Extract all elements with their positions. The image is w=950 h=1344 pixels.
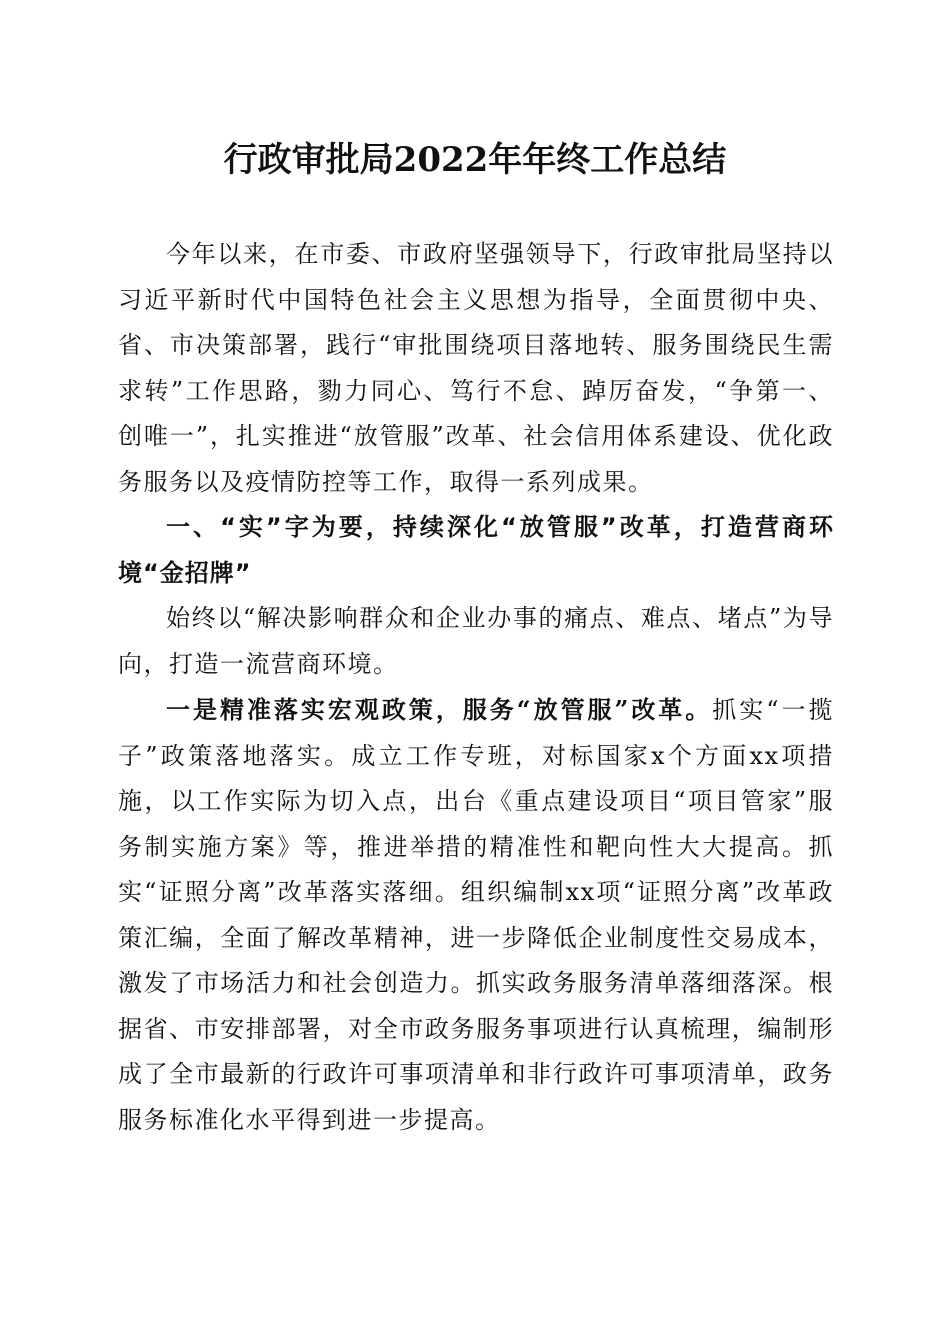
section-heading: 一、“实”字为要，持续深化“放管服”改革，打造营商环境“金招牌” xyxy=(118,513,834,587)
section-summary-paragraph: 始终以“解决影响群众和企业办事的痛点、难点、堵点”为导向，打造一流营商环境。 xyxy=(118,604,834,678)
point-paragraph xyxy=(118,687,834,1143)
document-body xyxy=(118,232,834,1143)
point-body-text: 抓实“一揽子”政策落地落实。成立工作专班，对标国家x个方面xx项措施，以工作实际为切入点，出台《重点建设项目“项目管家”服务制实施方案》等，推进举措的精准性和靶向性大大提高。抓实“证照分离”改革落实落细。组织编制xx项“证照分离”改革政策汇编，全面了解改革精神，进一步降低企业制度性交易成本，激发了市场活力和社会创造力。抓实政务服务清单落细落深。根据省、市安排部署，对全市政务服务事项进行认真梳理，编制形成了全市最新的行政许可事项清单和非行政许可事项清单，政务服务标准化水平得到进一步提高。 xyxy=(118,696,834,1134)
document-title: 行政审批局2022年年终工作总结 xyxy=(223,140,727,180)
point-lead-text: 一是精准落实宏观政策，服务“放管服”改革。 xyxy=(166,695,713,724)
intro-paragraph: 今年以来，在市委、市政府坚强领导下，行政审批局坚持以习近平新时代中国特色社会主义思想为指导，全面贯彻中央、省、市决策部署，践行“审批围绕项目落地转、服务围绕民生需求转”工作思路，勠力同心、笃行不怠、踔厉奋发，“争第一、创唯一”，扎实推进“放管服”改革、社会信用体系建设、优化政务服务以及疫情防控等工作，取得一系列成果。 xyxy=(118,240,834,496)
